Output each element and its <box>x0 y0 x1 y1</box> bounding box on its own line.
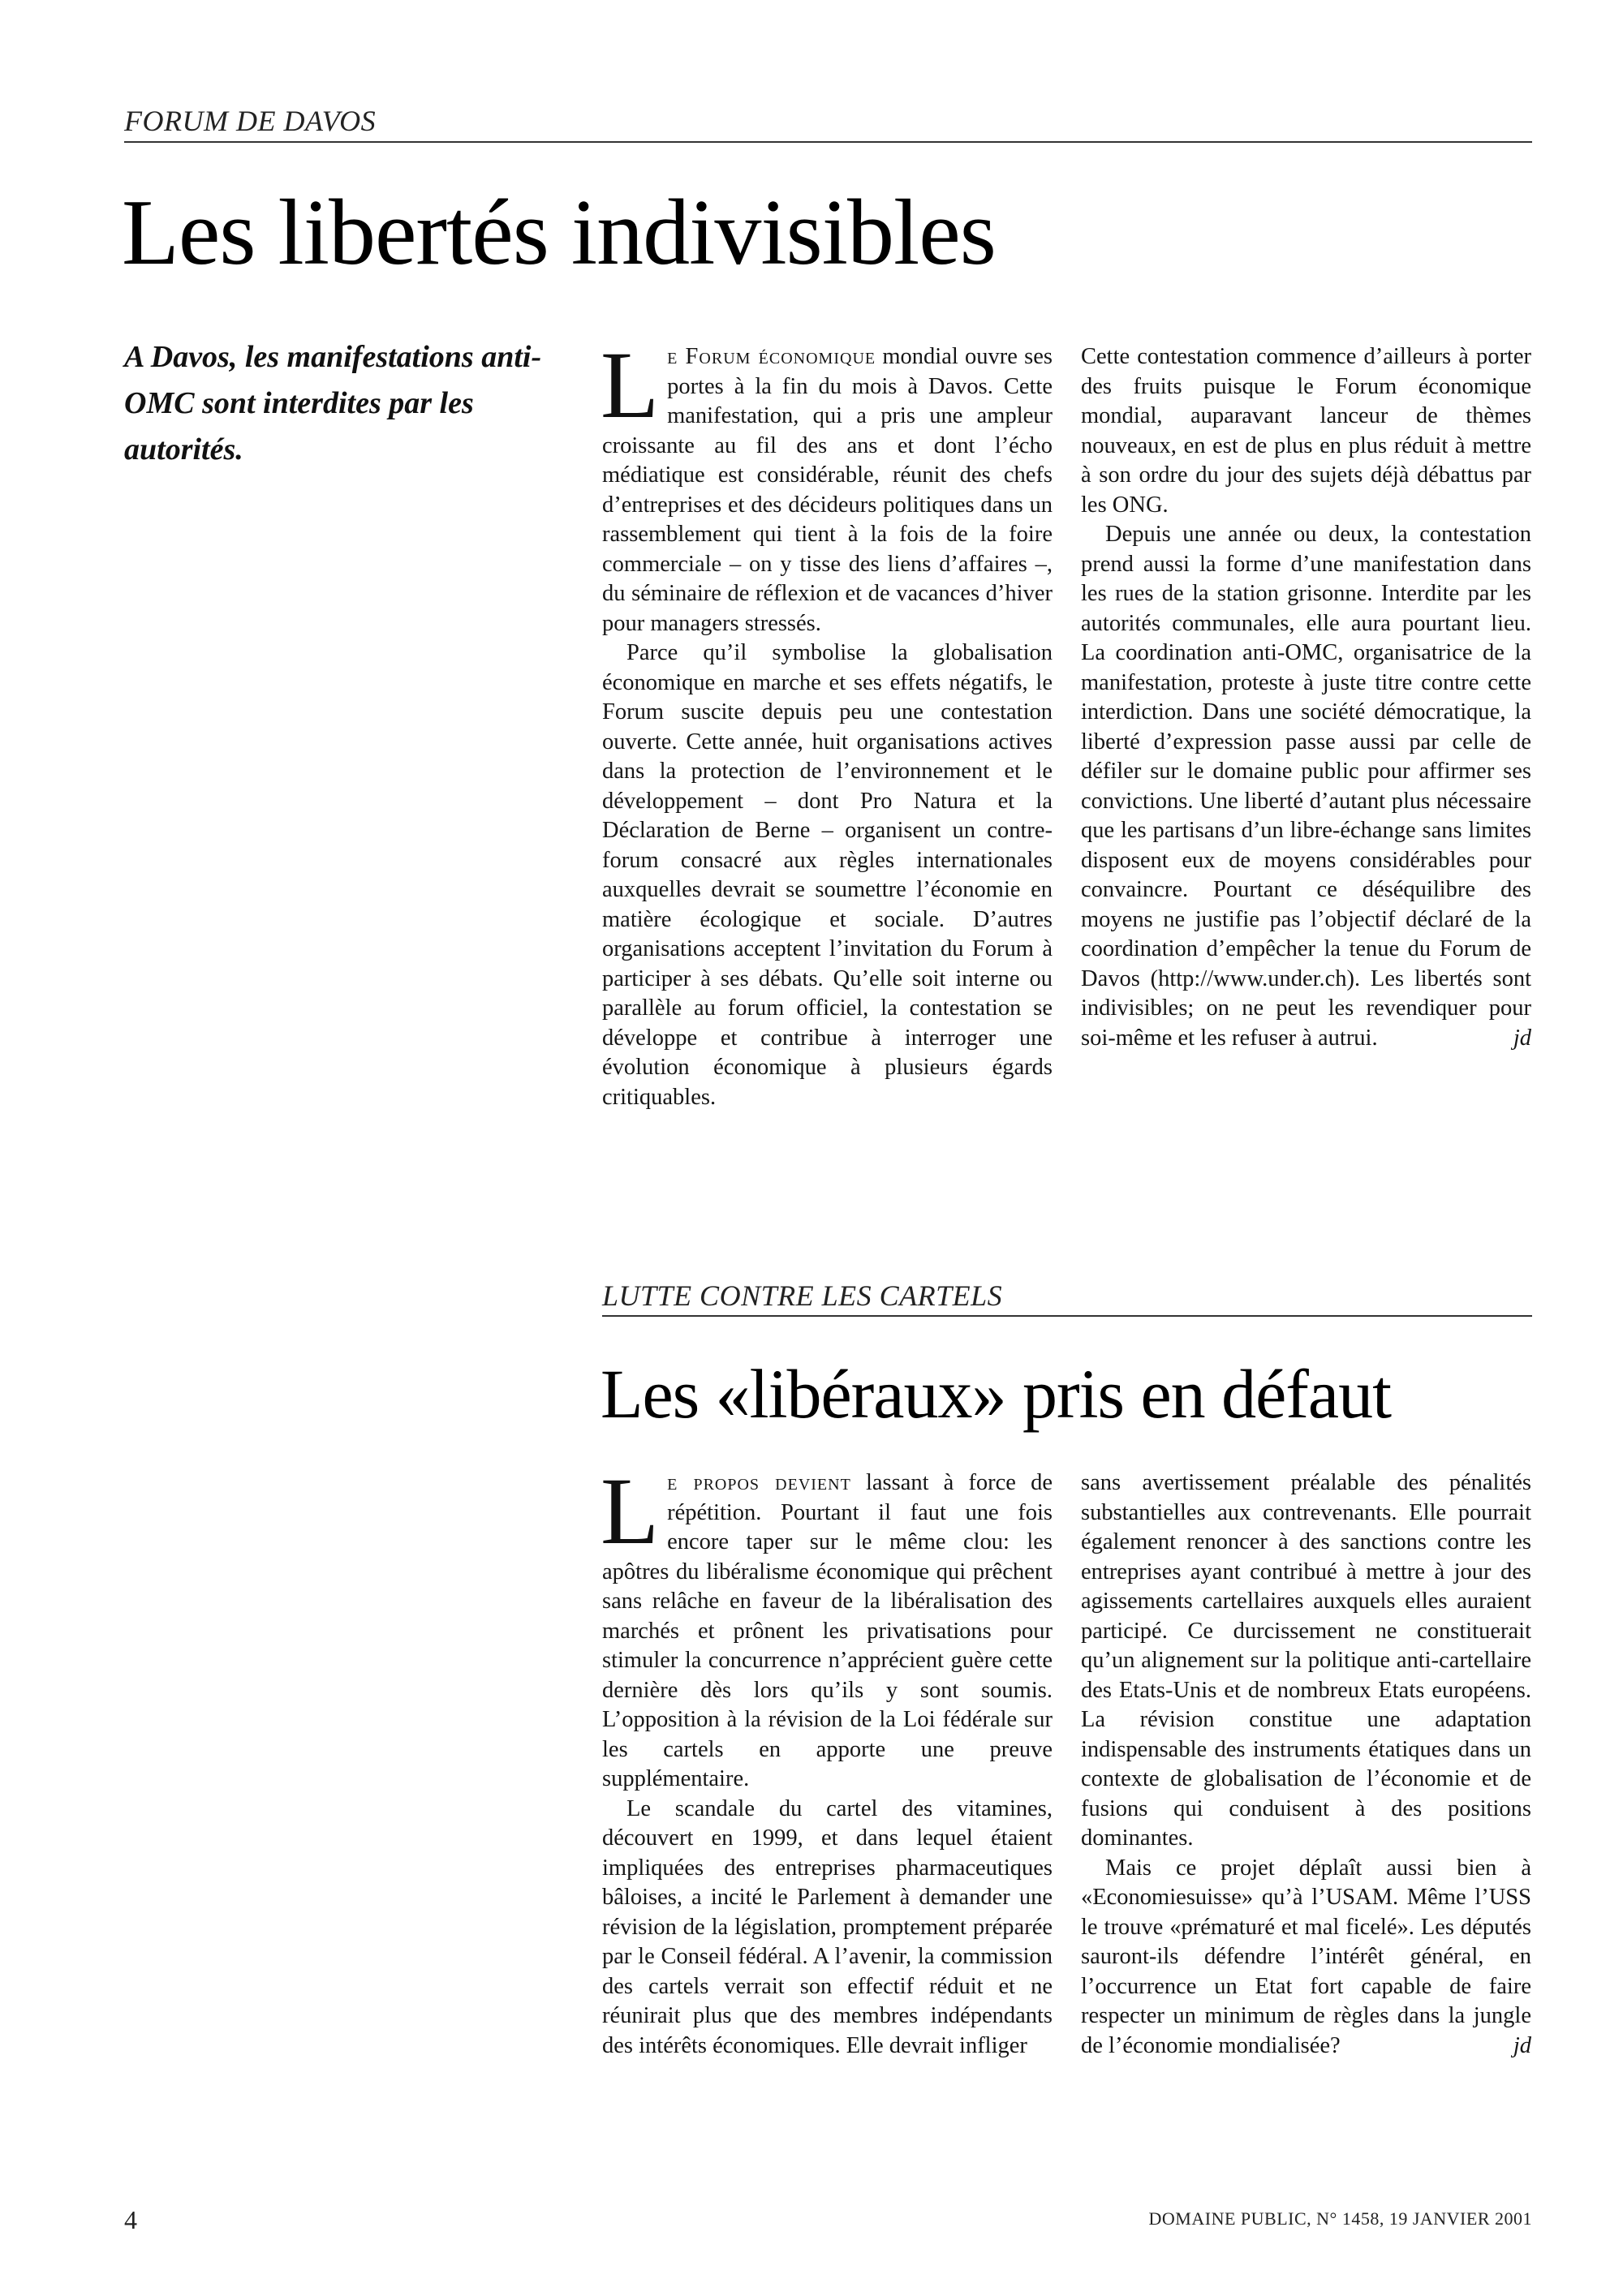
paragraph: Cette contestation commence d’ailleurs à porter des fruits puisque le Forum économique mondial, auparavant lanceur de thèmes nouveaux, en est de plus en plus réduit à mettre à son ordre du jour des sujets déjà débattus par les ONG. <box>1081 344 1531 518</box>
paragraph-text: Mais ce projet déplaît aussi bien à «Economiesuisse» qu’à l’USAM. Même l’USS le trouve «prématuré et mal ficelé». Les députés sauront-ils défendre l’intérêt général, en l’occurrence un Etat fort capable de faire respecter un minimum de règles dans la jungle de l’économie mondialisée? <box>1081 1855 1531 2058</box>
opening-smallcaps: e Forum économique <box>667 344 876 369</box>
section-rubric-cartels: LUTTE CONTRE LES CARTELS <box>602 1279 1003 1312</box>
paragraph-text: Depuis une année ou deux, la contestation prend aussi la forme d’une manifestation dans les rues de la station grisonne. Interdite par les autorités communales, elle aura pourtant lieu. La coordination anti-OMC, organisatrice de la manifestation, proteste à juste titre contre cette interdiction. Dans une société démocratique, la liberté d’expression passe aussi par celle de défiler sur le domaine public pour affirmer ses convictions. Une liberté d’autant plus nécessaire que les partisans d’un libre-échange sans limites disposent eux de moyens considérables pour convaincre. Pourtant ce déséquilibre des moyens ne justifie pas l’objectif déclaré de la coordination d’empêcher la tenue du Forum de Davos (http://www.under.ch). Les libertés sont indivisibles; on ne peut les revendiquer pour soi-même et les refuser à autrui. <box>1081 522 1531 1051</box>
author-signature: jd <box>1513 2032 1531 2058</box>
paragraph-text: lassant à force de répétition. Pourtant il faut une fois encore taper sur le même clou: les apôtres du libéralisme économique qui prêchent sans relâche en faveur de la libéralisation des marchés et prônent les privatisations pour stimuler la concurrence n’apprécient guère cette dernière dès lors qu’ils y sont soumis. L’opposition à la révision de la Loi fédérale sur les cartels en apporte une preuve supplémentaire. <box>602 1470 1053 1791</box>
article-column-1 <box>601 1458 1053 2061</box>
article-column-2 <box>1081 342 1531 1053</box>
page-number: 4 <box>124 2205 137 2234</box>
article-column-1 <box>601 332 1053 1112</box>
article-title: Les libertés indivisibles <box>122 181 996 285</box>
paragraph: sans avertissement préalable des pénalités substantielles aux contrevenants. Elle pourrait également renoncer à des sanctions contre les entreprises ayant contribué à mettre à jour des agissements cartellaires auxquels elles auraient participé. Ce durcissement ne constituerait qu’un alignement sur la politique anti-cartellaire des Etats-Unis et de nombreux Etats européens. La révision constitue une adaptation indispensable des instruments étatiques dans un contexte de globalisation de l’économie et de fusions qui conduisent à des positions dominantes. <box>1081 1470 1531 1851</box>
article-title: Les «libéraux» pris en défaut <box>601 1355 1391 1433</box>
author-signature: jd <box>1513 1025 1531 1051</box>
paragraph: Parce qu’il symbolise la globalisation économique en marche et ses effets négatifs, le Forum suscite depuis peu une contestation ouverte. Cette année, huit organisations actives dans la protection de l’environnement et le développement – dont Pro Natura et la Déclaration de Berne – organisent un contre-forum consacré aux règles internationales auxquelles devrait se soumettre l’économie en matière écologique et sociale. D’autres organisations acceptent l’invitation du Forum à participer à ses débats. Qu’elle soit interne ou parallèle au forum officiel, la contestation se développe et contribue à interroger une évolution économique à plusieurs égards critiquables. <box>602 640 1053 1110</box>
rubric-divider <box>124 141 1532 143</box>
rubric-divider <box>602 1315 1532 1317</box>
paragraph <box>601 332 1053 638</box>
drop-cap: L <box>601 1458 660 1564</box>
paragraph <box>1081 520 1531 1053</box>
paragraph: Le scandale du cartel des vitamines, découvert en 1999, et dans lequel étaient impliquées des entreprises pharmaceutiques bâloises, a incité le Parlement à demander une révision de la législation, promptement préparée par le Conseil fédéral. A l’avenir, la commission des cartels verrait son effectif réduit et ne réunirait plus que des membres indépendants des intérêts économiques. Elle devrait infliger <box>602 1795 1053 2058</box>
section-rubric-forum: FORUM DE DAVOS <box>124 105 377 137</box>
publication-footer: DOMAINE PUBLIC, N° 1458, 19 JANVIER 2001 <box>1148 2208 1532 2229</box>
opening-smallcaps: e propos devient <box>667 1470 851 1495</box>
paragraph <box>601 1458 1053 1795</box>
paragraph <box>1081 1854 1531 2062</box>
paragraph-text: mondial ouvre ses portes à la fin du mois à Davos. Cette manifestation, qui a pris une ampleur croissante au fil des ans et dont l’écho médiatique est considérable, réunit des chefs d’entreprises et des décideurs politiques dans un rassemblement qui tient à la fois de la foire commerciale – on y tisse des liens d’affaires –, du séminaire de réflexion et de vacances d’hiver pour managers stressés. <box>602 344 1053 636</box>
article-column-2 <box>1081 1468 1531 2061</box>
drop-cap: L <box>601 332 660 438</box>
article-lead: A Davos, les manifestations anti-OMC sont interdites par les autorités. <box>124 340 542 467</box>
